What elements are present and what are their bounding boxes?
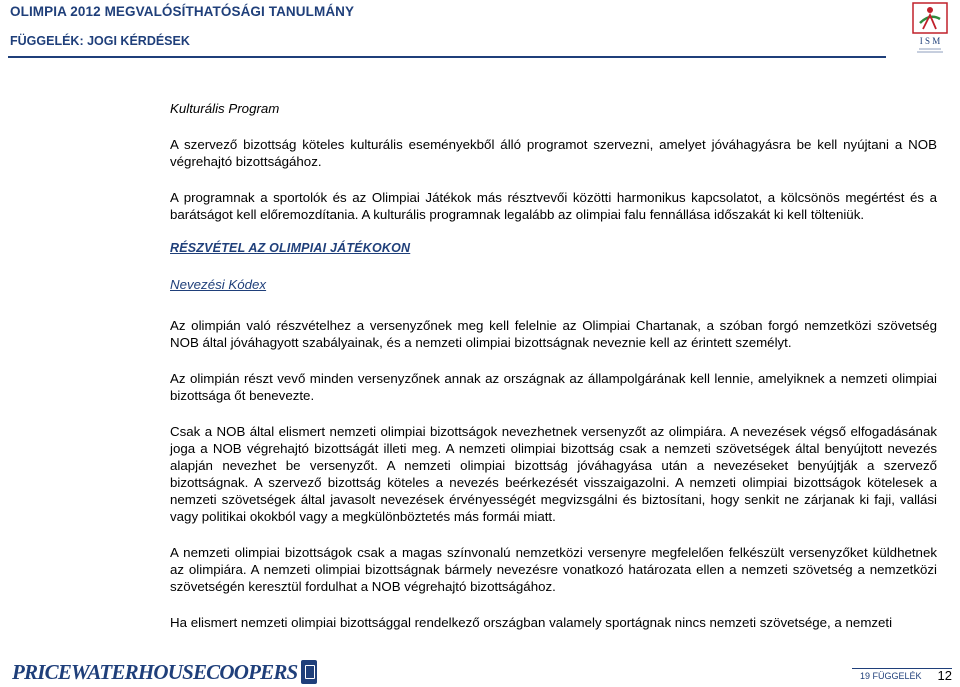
footer-label: 19 FÜGGELÉK xyxy=(860,670,922,681)
paragraph-3: Az olimpián való részvételhez a versenyzőnek meg kell felelnie az Olimpiai Chartanak, a szóban forgó nemzetközi szövetség NOB által jóváhagyott szabályainak, és a nemzeti olimpiai bizottságnak neveznie kell az érintett személyt. xyxy=(170,318,937,350)
document-body xyxy=(170,100,937,631)
ism-logo-icon xyxy=(905,1,955,56)
footer-pagination xyxy=(860,668,952,683)
kulturalis-heading: Kulturális Program xyxy=(170,101,280,116)
paragraph-6: A nemzeti olimpiai bizottságok csak a magas színvonalú nemzetközi versenyre megfelelően felkészült versenyzőket küldhetnek az olimpiára. A nemzeti olimpiai bizottságnak bármely nevezésre vonatkozó határozata ellen a nemzeti szövetség a nemzetközi szövetségén keresztül fordulhat a NOB végrehajtó bizottságához. xyxy=(170,545,937,594)
paragraph-2: A programnak a sportolók és az Olimpiai Játékok más résztvevői közötti harmonikus kapcsolatot, a kölcsönös megértést és a barátságot kell előremozdítania. A kulturális programnak legalább az olimpiai falu fennállása időszakát ki kell tölteniük. xyxy=(170,190,937,222)
document-title: OLIMPIA 2012 MEGVALÓSÍTHATÓSÁGI TANULMÁNY xyxy=(10,4,355,19)
paragraph-5: Csak a NOB által elismert nemzeti olimpiai bizottságok nevezhetnek versenyzőt az olimpiára. A nevezések végső elfogadásának joga a NOB végrehajtó bizottságát illeti meg. A nemzeti olimpiai bizottság csak a nemzeti szövetségek által benyújtott nevezés alapján nevezhet be versenyzőt. A nemzeti olimpiai bizottság jóváhagyása után a nevezéseket benyújtják a szervező bizottságnak. A szervező bizottság köteles a nevezés beérkezését visszaigazolni. A nemzeti olimpiai bizottságok kötelesek a nemzeti szövetségek által javasolt nevezések érvényességét megvizsgálni és biztosítani, hogy senkit ne zárjanak ki faji, vallási vagy politikai okokból vagy a megkülönböztetés más formái miatt. xyxy=(170,424,937,524)
section-heading: RÉSZVÉTEL AZ OLIMPIAI JÁTÉKOKON xyxy=(170,241,411,255)
paragraph-1: A szervező bizottság köteles kulturális eseményekből álló programot szervezni, amelyet jóváhagyásra be kell nyújtani a NOB végrehajtó bizottságához. xyxy=(170,137,937,169)
paragraph-4: Az olimpián részt vevő minden versenyzőnek annak az országnak az állampolgárának kell lennie, amelyiknek a nemzeti olimpiai bizottsága őt benevezte. xyxy=(170,371,937,403)
page-number: 12 xyxy=(937,668,952,683)
paragraph-7: Ha elismert nemzeti olimpiai bizottsággal rendelkező országban valamely sportágnak nincs nemzeti szövetsége, a nemzeti xyxy=(170,615,893,630)
pwc-emblem-icon xyxy=(301,660,317,684)
pwc-logo xyxy=(12,657,317,687)
ism-logo-text: I S M xyxy=(919,36,941,46)
document-subtitle: FÜGGELÉK: JOGI KÉRDÉSEK xyxy=(10,34,190,48)
document-header xyxy=(10,4,354,48)
nevezesi-kodex-heading: Nevezési Kódex xyxy=(170,277,267,292)
pwc-logo-text: PRICEWATERHOUSECOOPERS xyxy=(12,659,298,684)
header-divider xyxy=(8,56,886,58)
